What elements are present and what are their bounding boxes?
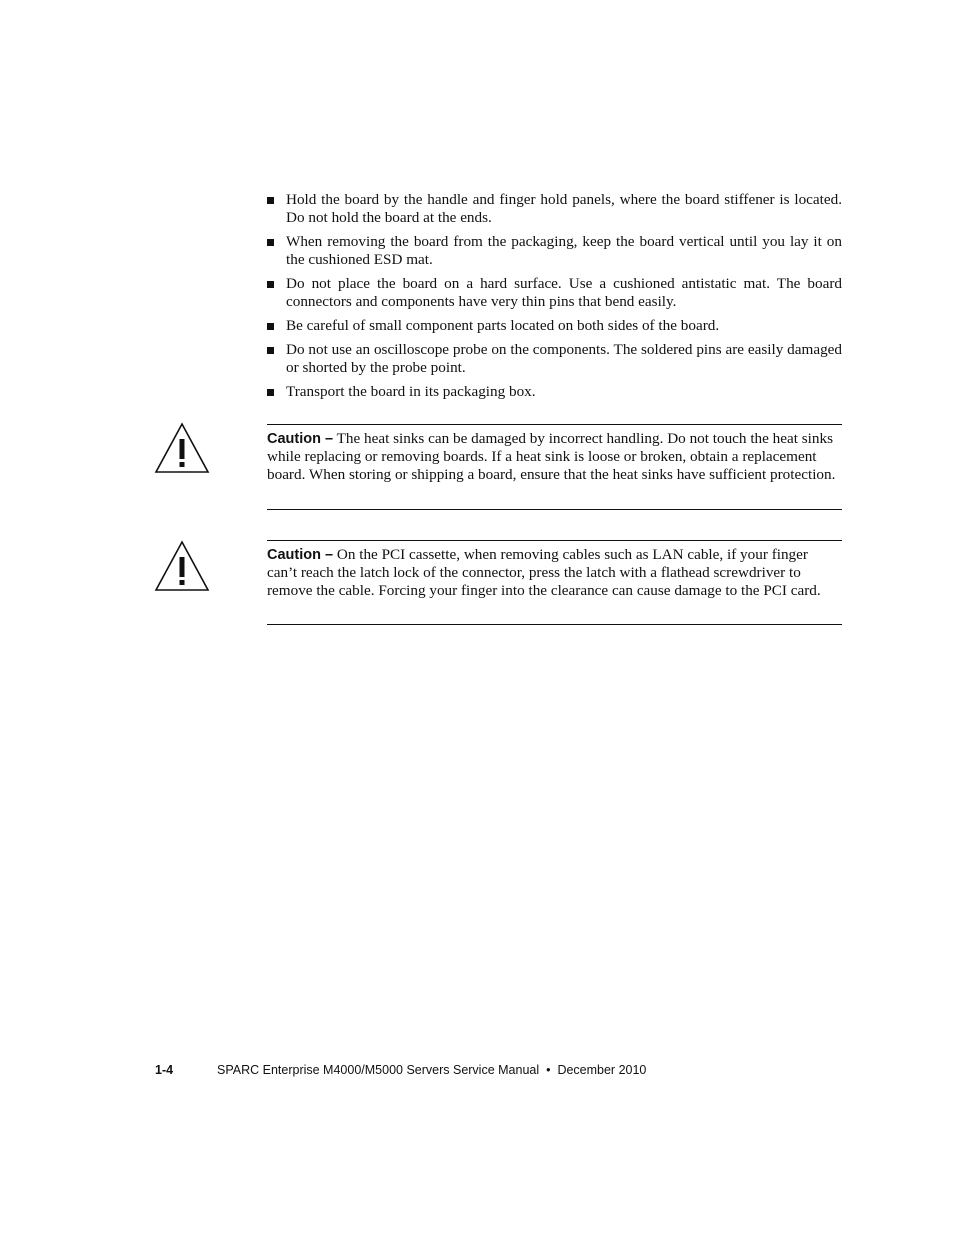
list-item-text: Transport the board in its packaging box. bbox=[286, 383, 536, 400]
list-item bbox=[266, 191, 842, 227]
caution-body: The heat sinks can be damaged by incorrect handling. Do not touch the heat sinks while replacing or removing boards. If a heat sink is loose or broken, obtain a replacement board. When storing or shipping a board, ensure that the heat sinks have sufficient protection. bbox=[267, 430, 836, 483]
list-item-text: Do not place the board on a hard surface. Use a cushioned antistatic mat. The board connectors and components have very thin pins that bend easily. bbox=[286, 275, 842, 310]
caution-bottom-rule bbox=[267, 509, 842, 510]
caution-text bbox=[267, 430, 839, 484]
page-number: 1-4 bbox=[155, 1063, 174, 1077]
list-item-text: When removing the board from the packaging, keep the board vertical until you lay it on the cushioned ESD mat. bbox=[286, 233, 842, 268]
list-item-text: Be careful of small component parts located on both sides of the board. bbox=[286, 317, 720, 334]
bullet-square-icon bbox=[267, 197, 274, 204]
list-item bbox=[266, 233, 842, 269]
bullet-square-icon bbox=[267, 239, 274, 246]
list-item-text: Do not use an oscilloscope probe on the components. The soldered pins are easily damaged or shorted by the probe point. bbox=[286, 341, 842, 376]
footer-separator: • bbox=[546, 1063, 551, 1077]
footer-title: SPARC Enterprise M4000/M5000 Servers Service Manual bbox=[217, 1063, 540, 1077]
list-item bbox=[266, 275, 842, 311]
caution-text bbox=[267, 546, 839, 600]
caution-label: Caution – bbox=[267, 547, 334, 563]
caution-label: Caution – bbox=[267, 431, 334, 447]
page-footer bbox=[155, 1063, 646, 1077]
list-item bbox=[266, 383, 842, 401]
bullet-square-icon bbox=[267, 389, 274, 396]
warning-triangle-icon bbox=[154, 540, 210, 592]
caution-top-rule bbox=[267, 424, 842, 425]
bullet-square-icon bbox=[267, 281, 274, 288]
caution-bottom-rule bbox=[267, 624, 842, 625]
bullet-list bbox=[266, 191, 842, 407]
list-item bbox=[266, 341, 842, 377]
footer-date: December 2010 bbox=[557, 1063, 647, 1077]
list-item bbox=[266, 317, 842, 335]
caution-top-rule bbox=[267, 540, 842, 541]
list-item-text: Hold the board by the handle and finger hold panels, where the board stiffener is located. Do not hold the board at the ends. bbox=[286, 191, 842, 226]
warning-triangle-icon bbox=[154, 422, 210, 474]
caution-body: On the PCI cassette, when removing cables such as LAN cable, if your finger can’t reach the latch lock of the connector, press the latch with a flathead screwdriver to remove the cable. Forcing your finger into the clearance can cause damage to the PCI card. bbox=[267, 546, 821, 599]
bullet-square-icon bbox=[267, 323, 274, 330]
bullet-square-icon bbox=[267, 347, 274, 354]
